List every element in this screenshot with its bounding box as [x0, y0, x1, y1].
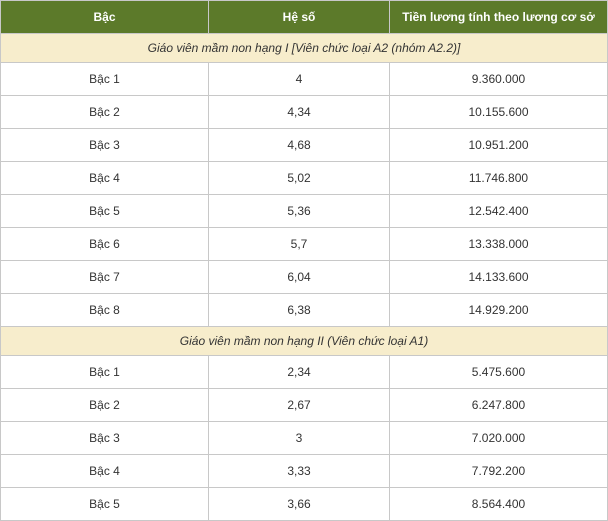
cell-grade: Bậc 1	[1, 63, 209, 96]
cell-grade: Bậc 6	[1, 228, 209, 261]
table-row	[1, 455, 608, 488]
cell-salary: 12.542.400	[390, 195, 608, 228]
cell-salary: 5.475.600	[390, 356, 608, 389]
cell-salary: 11.746.800	[390, 162, 608, 195]
cell-grade: Bậc 5	[1, 488, 209, 521]
cell-salary: 14.929.200	[390, 294, 608, 327]
cell-coefficient: 4	[209, 63, 390, 96]
table-row	[1, 195, 608, 228]
cell-grade: Bậc 2	[1, 96, 209, 129]
cell-grade: Bậc 2	[1, 389, 209, 422]
table-row	[1, 63, 608, 96]
table-row	[1, 228, 608, 261]
section-title: Giáo viên mầm non hạng I [Viên chức loại A2 (nhóm A2.2)]	[1, 34, 608, 63]
cell-salary: 14.133.600	[390, 261, 608, 294]
cell-coefficient: 3	[209, 422, 390, 455]
cell-salary: 7.792.200	[390, 455, 608, 488]
cell-salary: 6.247.800	[390, 389, 608, 422]
cell-coefficient: 2,34	[209, 356, 390, 389]
table-row	[1, 96, 608, 129]
cell-salary: 9.360.000	[390, 63, 608, 96]
header-row	[1, 1, 608, 34]
header-grade: Bậc	[1, 1, 209, 34]
cell-salary: 7.020.000	[390, 422, 608, 455]
cell-salary: 10.951.200	[390, 129, 608, 162]
table-row	[1, 261, 608, 294]
cell-coefficient: 5,02	[209, 162, 390, 195]
cell-coefficient: 6,38	[209, 294, 390, 327]
table-row	[1, 129, 608, 162]
table-row	[1, 162, 608, 195]
cell-coefficient: 5,36	[209, 195, 390, 228]
cell-coefficient: 4,34	[209, 96, 390, 129]
cell-salary: 8.564.400	[390, 488, 608, 521]
header-coefficient: Hệ số	[209, 1, 390, 34]
cell-coefficient: 6,04	[209, 261, 390, 294]
cell-grade: Bậc 7	[1, 261, 209, 294]
cell-grade: Bậc 3	[1, 129, 209, 162]
table-row	[1, 422, 608, 455]
section-header-row	[1, 327, 608, 356]
cell-grade: Bậc 3	[1, 422, 209, 455]
table-row	[1, 294, 608, 327]
table-row	[1, 356, 608, 389]
cell-coefficient: 3,66	[209, 488, 390, 521]
header-salary: Tiền lương tính theo lương cơ sở	[390, 1, 608, 34]
section-title: Giáo viên mầm non hạng II (Viên chức loại A1)	[1, 327, 608, 356]
section-header-row	[1, 34, 608, 63]
cell-grade: Bậc 4	[1, 455, 209, 488]
table-row	[1, 389, 608, 422]
cell-coefficient: 3,33	[209, 455, 390, 488]
cell-coefficient: 5,7	[209, 228, 390, 261]
cell-grade: Bậc 1	[1, 356, 209, 389]
cell-salary: 13.338.000	[390, 228, 608, 261]
cell-coefficient: 2,67	[209, 389, 390, 422]
cell-grade: Bậc 5	[1, 195, 209, 228]
cell-grade: Bậc 4	[1, 162, 209, 195]
cell-grade: Bậc 8	[1, 294, 209, 327]
cell-coefficient: 4,68	[209, 129, 390, 162]
cell-salary: 10.155.600	[390, 96, 608, 129]
